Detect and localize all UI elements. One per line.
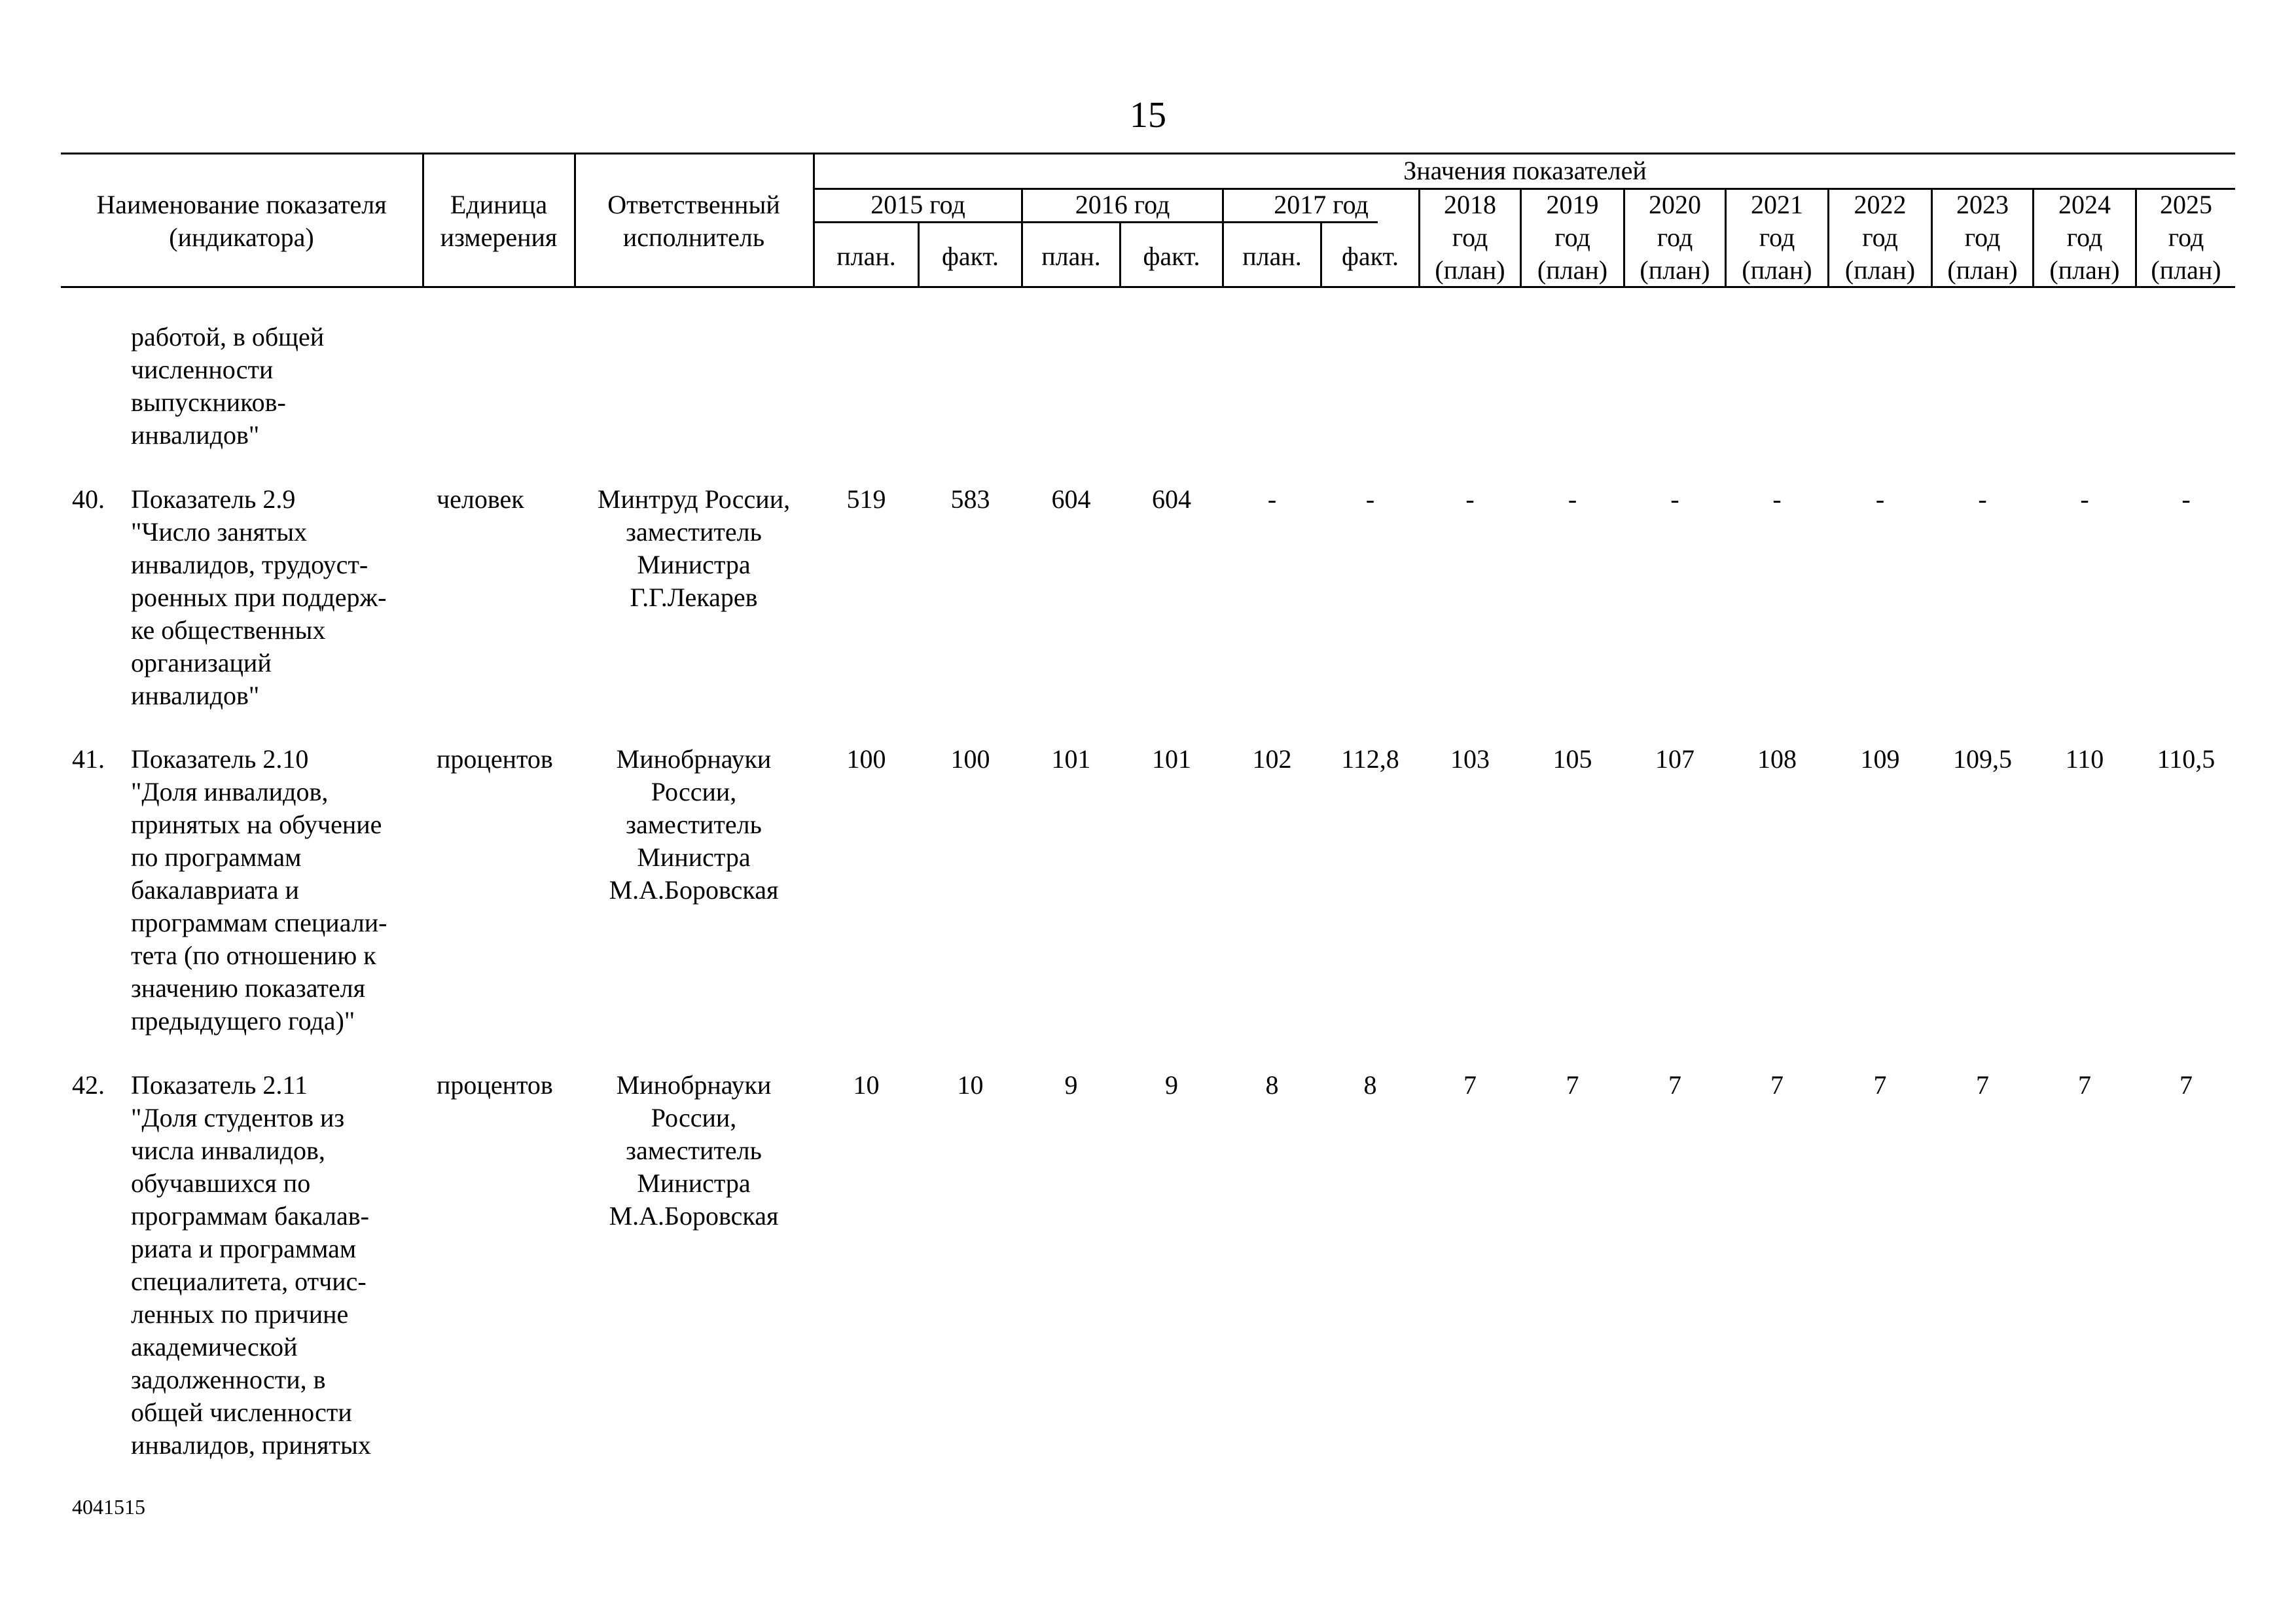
value-cell: 7 bbox=[1976, 1070, 1989, 1100]
value-cell: - bbox=[1670, 484, 1679, 514]
value-cell: 110,5 bbox=[2157, 744, 2215, 774]
value-cell: 109 bbox=[1860, 744, 1900, 774]
indicator-name: Показатель 2.10 "Доля инвалидов, принятых на обучение по программам бакалавриата и программам специали- тета (по отношению к значению показателя предыдущего года)" bbox=[131, 744, 387, 1036]
value-cell: 7 bbox=[2179, 1070, 2193, 1100]
unit: человек bbox=[437, 484, 524, 514]
header-plan: план. bbox=[1041, 242, 1101, 271]
value-cell: 7 bbox=[1566, 1070, 1579, 1100]
header-unit: Единица измерения bbox=[440, 190, 558, 252]
unit: процентов bbox=[437, 1070, 553, 1100]
header-responsible: Ответственный исполнитель bbox=[607, 190, 780, 252]
header-fact: факт. bbox=[1143, 242, 1200, 271]
header-year-2025: 2025 год (план) bbox=[2151, 190, 2221, 285]
value-cell: 9 bbox=[1064, 1070, 1078, 1100]
header-year-2024: 2024 год (план) bbox=[2049, 190, 2120, 285]
header-year-2021: 2021 год (план) bbox=[1742, 190, 1812, 285]
header-year-2017: 2017 год bbox=[1274, 190, 1369, 219]
value-cell: 109,5 bbox=[1953, 744, 2012, 774]
value-cell: 100 bbox=[950, 744, 990, 774]
plan-fact-rule bbox=[814, 221, 1378, 223]
document-code: 4041515 bbox=[72, 1495, 145, 1519]
header-year-2015: 2015 год bbox=[870, 190, 965, 219]
header-fact: факт. bbox=[941, 242, 999, 271]
value-cell: - bbox=[1465, 484, 1475, 514]
value-cell: 583 bbox=[950, 484, 990, 514]
value-cell: 102 bbox=[1252, 744, 1292, 774]
value-cell: 100 bbox=[846, 744, 886, 774]
row-number: 42. bbox=[72, 1070, 105, 1100]
header-year-2023: 2023 год (план) bbox=[1947, 190, 2018, 285]
value-cell: 112,8 bbox=[1341, 744, 1399, 774]
value-cell: 519 bbox=[846, 484, 886, 514]
indicator-name: Показатель 2.11 "Доля студентов из числа инвалидов, обучавшихся по программам бакалав- риата и программам специалитета, отчис- ленных по причине академической задолженности, в общей численности инвалидов, принятых bbox=[131, 1070, 371, 1460]
header-plan: план. bbox=[836, 242, 896, 271]
value-cell: 7 bbox=[1873, 1070, 1887, 1100]
value-cell: 7 bbox=[1668, 1070, 1681, 1100]
continuation-text: работой, в общей численности выпускников- инвалидов" bbox=[131, 322, 325, 450]
row-number: 40. bbox=[72, 484, 105, 514]
value-cell: - bbox=[1365, 484, 1375, 514]
value-cell: 110 bbox=[2065, 744, 2104, 774]
value-cell: 107 bbox=[1655, 744, 1695, 774]
row-number: 41. bbox=[72, 744, 105, 774]
responsible: Минобрнауки России, заместитель Министра М.А.Боровская bbox=[609, 744, 779, 905]
value-cell: - bbox=[1978, 484, 1987, 514]
header-year-2018: 2018 год (план) bbox=[1435, 190, 1505, 285]
value-cell: 8 bbox=[1363, 1070, 1377, 1100]
value-cell: 7 bbox=[2078, 1070, 2091, 1100]
indicator-name: Показатель 2.9 "Число занятых инвалидов, трудоуст- роенных при поддерж- ке общественных организаций инвалидов" bbox=[131, 484, 387, 710]
value-cell: - bbox=[1267, 484, 1277, 514]
value-cell: 604 bbox=[1152, 484, 1191, 514]
value-cell: - bbox=[2080, 484, 2089, 514]
value-cell: - bbox=[1568, 484, 1577, 514]
value-cell: 10 bbox=[957, 1070, 984, 1100]
header-year-2019: 2019 год (план) bbox=[1537, 190, 1608, 285]
value-cell: 108 bbox=[1757, 744, 1797, 774]
value-cell: - bbox=[2181, 484, 2191, 514]
header-year-2020: 2020 год (план) bbox=[1640, 190, 1710, 285]
value-cell: 604 bbox=[1051, 484, 1091, 514]
value-cell: - bbox=[1772, 484, 1782, 514]
value-cell: 7 bbox=[1770, 1070, 1784, 1100]
header-indicator-name: Наименование показателя (индикатора) bbox=[96, 190, 387, 252]
value-cell: 9 bbox=[1165, 1070, 1178, 1100]
responsible: Минобрнауки России, заместитель Министра М.А.Боровская bbox=[609, 1070, 779, 1231]
responsible: Минтруд России, заместитель Министра Г.Г.Лекарев bbox=[597, 484, 791, 612]
value-cell: 105 bbox=[1552, 744, 1592, 774]
header-plan: план. bbox=[1242, 242, 1302, 271]
unit: процентов bbox=[437, 744, 553, 774]
page-number: 15 bbox=[1130, 95, 1166, 135]
header-year-2022: 2022 год (план) bbox=[1844, 190, 1916, 285]
value-cell: - bbox=[1875, 484, 1885, 514]
header-values-title: Значения показателей bbox=[1403, 156, 1647, 185]
value-cell: 101 bbox=[1152, 744, 1191, 774]
value-cell: 103 bbox=[1450, 744, 1490, 774]
value-cell: 10 bbox=[853, 1070, 880, 1100]
header-year-2016: 2016 год bbox=[1075, 190, 1170, 219]
value-cell: 7 bbox=[1463, 1070, 1477, 1100]
value-cell: 8 bbox=[1265, 1070, 1279, 1100]
value-cell: 101 bbox=[1051, 744, 1091, 774]
header-fact: факт. bbox=[1341, 242, 1399, 271]
